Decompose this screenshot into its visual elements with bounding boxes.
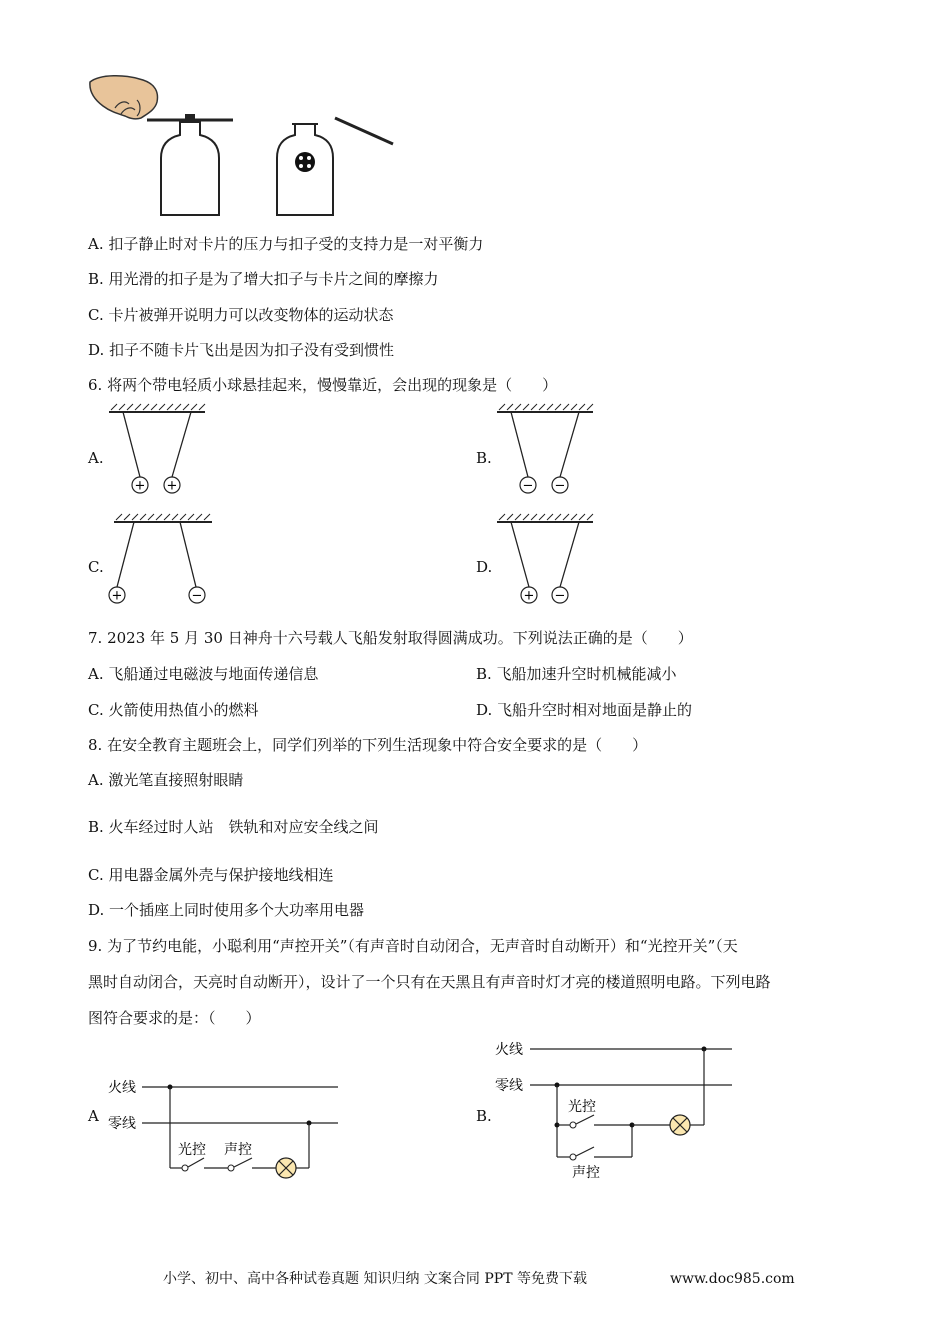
q7-option-c: C. 火箭使用热值小的燃料 bbox=[88, 701, 259, 719]
q6-diagram-d bbox=[493, 512, 603, 607]
q8-option-a: A. 激光笔直接照射眼睛 bbox=[88, 771, 244, 789]
q7-option-d: D. 飞船升空时相对地面是静止的 bbox=[476, 701, 693, 719]
hand-icon bbox=[90, 76, 158, 119]
charge-label: − bbox=[554, 478, 566, 494]
q8-stem: 8. 在安全教育主题班会上，同学们列举的下列生活现象中符合安全要求的是（ ） bbox=[88, 736, 648, 754]
light-switch-label: 光控 bbox=[178, 1142, 206, 1158]
flying-card bbox=[335, 118, 393, 144]
q5-option-d: D. 扣子不随卡片飞出是因为扣子没有受到惯性 bbox=[88, 341, 395, 359]
q9-circuit-b bbox=[492, 1035, 752, 1185]
q8-option-d: D. 一个插座上同时使用多个大功率用电器 bbox=[88, 901, 365, 919]
neutral-wire-label: 零线 bbox=[495, 1078, 523, 1094]
bottle-with-card bbox=[147, 114, 233, 215]
q6-label-d: D. bbox=[476, 558, 493, 576]
charge-label: + bbox=[523, 588, 535, 604]
q6-diagram-c bbox=[100, 512, 220, 607]
q9-stem-line3: 图符合要求的是：（ ） bbox=[88, 1009, 261, 1027]
card-button-inertia-figure bbox=[85, 70, 405, 222]
q7-option-a: A. 飞船通过电磁波与地面传递信息 bbox=[88, 665, 319, 683]
button-icon bbox=[295, 152, 315, 172]
sound-switch-label: 声控 bbox=[224, 1142, 252, 1158]
q6-stem: 6. 将两个带电轻质小球悬挂起来，慢慢靠近，会出现的现象是（ ） bbox=[88, 376, 558, 394]
q9-circuit-a bbox=[100, 1070, 350, 1180]
q9-label-b: B. bbox=[476, 1107, 492, 1125]
light-switch-label: 光控 bbox=[568, 1099, 596, 1115]
charge-label: + bbox=[134, 478, 146, 494]
neutral-wire-label: 零线 bbox=[108, 1116, 136, 1132]
charge-label: − bbox=[522, 478, 534, 494]
sound-switch-label: 声控 bbox=[572, 1165, 600, 1181]
q8-option-b: B. 火车经过时人站 铁轨和对应安全线之间 bbox=[88, 818, 379, 836]
q5-option-b: B. 用光滑的扣子是为了增大扣子与卡片之间的摩擦力 bbox=[88, 270, 439, 288]
q9-stem-line1: 9. 为了节约电能，小聪利用“声控开关”（有声音时自动闭合，无声音时自动断开）和“光控开关”（天 bbox=[88, 937, 738, 955]
lamp-icon bbox=[276, 1158, 296, 1178]
q6-diagram-a bbox=[105, 402, 215, 497]
bottle-with-button bbox=[277, 118, 393, 215]
q6-label-a: A. bbox=[88, 449, 104, 467]
q9-stem-line2: 黑时自动闭合，天亮时自动断开），设计了一个只有在天黑且有声音时灯才亮的楼道照明电路。下列电路 bbox=[88, 973, 771, 991]
q5-option-a: A. 扣子静止时对卡片的压力与扣子受的支持力是一对平衡力 bbox=[88, 235, 484, 253]
lamp-icon bbox=[670, 1115, 690, 1135]
charge-label: − bbox=[191, 588, 203, 604]
charge-label: + bbox=[111, 588, 123, 604]
q7-stem: 7. 2023 年 5 月 30 日神舟十六号载人飞船发射取得圆满成功。下列说法正确的是（ ） bbox=[88, 629, 693, 647]
q7-option-b: B. 飞船加速升空时机械能减小 bbox=[476, 665, 677, 683]
q5-option-c: C. 卡片被弹开说明力可以改变物体的运动状态 bbox=[88, 306, 394, 324]
charge-label: + bbox=[166, 478, 178, 494]
footer-text: 小学、初中、高中各种试卷真题 知识归纳 文案合同 PPT 等免费下载 bbox=[163, 1271, 587, 1287]
q8-option-c: C. 用电器金属外壳与保护接地线相连 bbox=[88, 866, 334, 884]
q6-diagram-b bbox=[493, 402, 603, 497]
live-wire-label: 火线 bbox=[495, 1042, 523, 1058]
live-wire-label: 火线 bbox=[108, 1080, 136, 1096]
charge-label: − bbox=[554, 588, 566, 604]
q6-label-b: B. bbox=[476, 449, 492, 467]
footer-url[interactable]: www.doc985.com bbox=[670, 1271, 795, 1287]
q9-label-a: A bbox=[88, 1107, 99, 1125]
q6-label-c: C. bbox=[88, 558, 104, 576]
